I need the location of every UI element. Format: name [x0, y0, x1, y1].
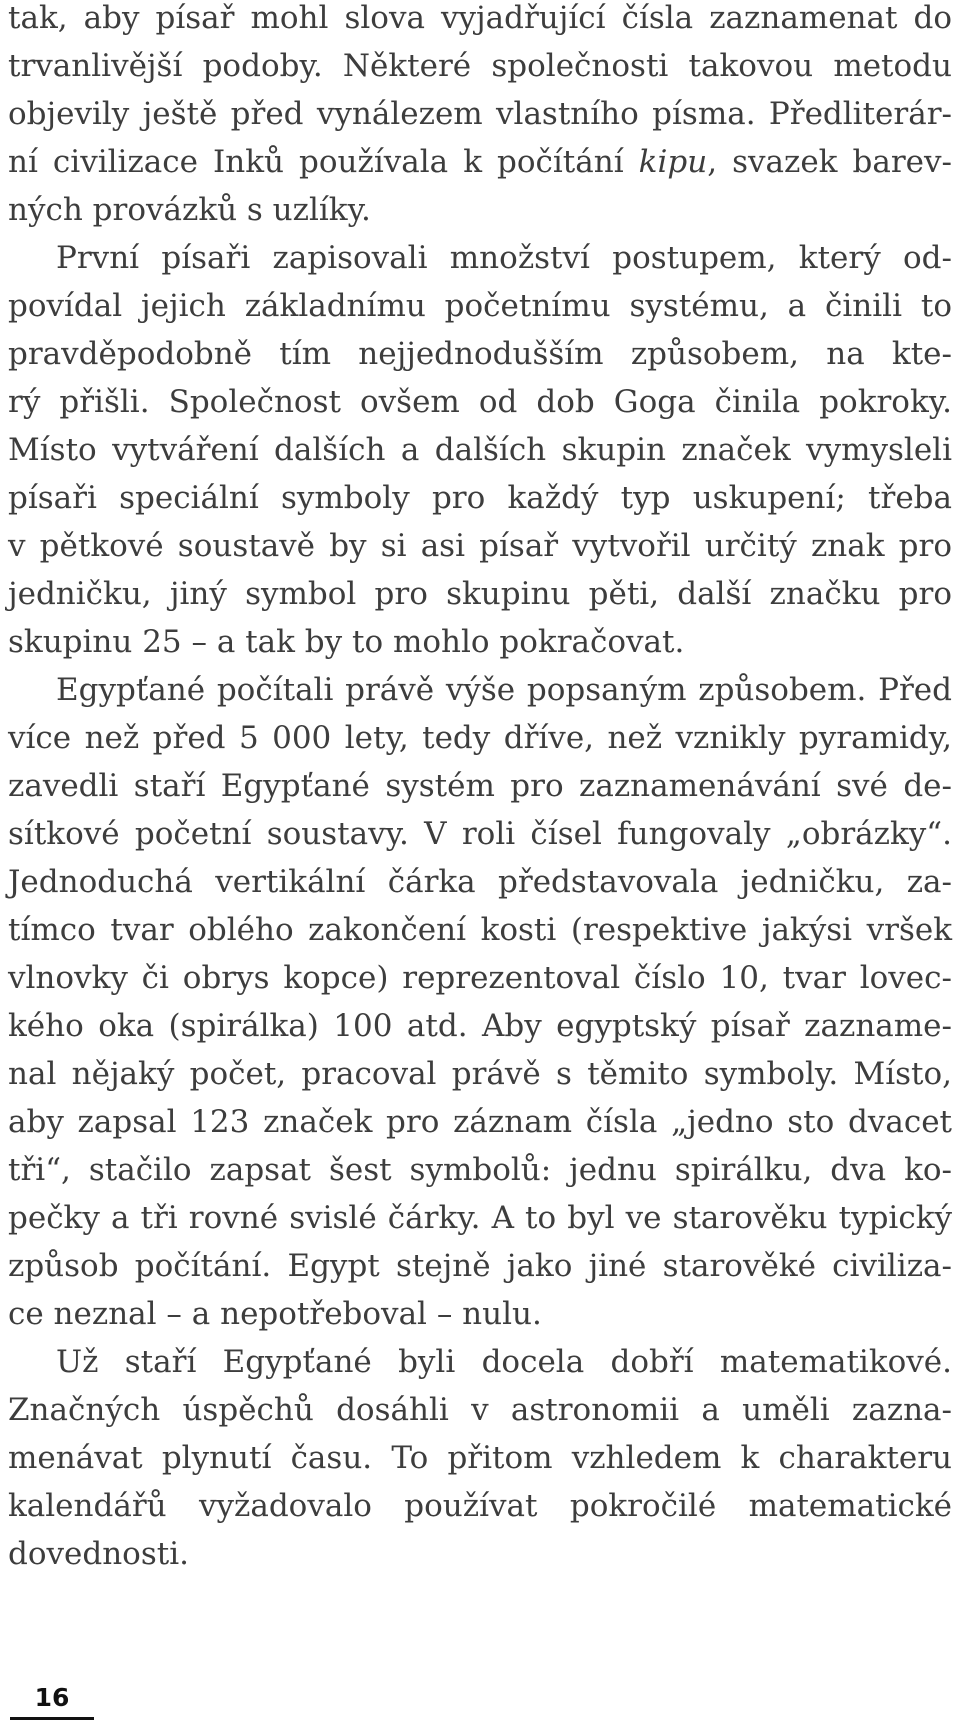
- text-line: První písaři zapisovali množství postupem, který od-: [56, 240, 952, 276]
- text-line: povídal jejich základnímu početnímu systému, a činili to: [8, 288, 952, 324]
- text-line: menávat plynutí času. To přitom vzhledem k charakteru: [8, 1440, 952, 1476]
- text-line: kého oka (spirálka) 100 atd. Aby egyptský písař zazname-: [8, 1008, 952, 1044]
- text-line: Jednoduchá vertikální čárka představovala jedničku, za-: [8, 864, 952, 900]
- text-line: způsob počítání. Egypt stejně jako jiné starověké civiliza-: [8, 1248, 952, 1284]
- text-line: více než před 5 000 lety, tedy dříve, než vznikly pyramidy,: [8, 720, 952, 756]
- text-line: Místo vytváření dalších a dalších skupin značek vymysleli: [8, 432, 952, 468]
- text-line: vlnovky či obrys kopce) reprezentoval číslo 10, tvar lovec-: [8, 960, 952, 996]
- text-line: Egypťané počítali právě výše popsaným způsobem. Před: [56, 672, 952, 708]
- text-line: dovednosti.: [8, 1536, 189, 1572]
- text-line: tímco tvar oblého zakončení kosti (respektive jakýsi vršek: [8, 912, 952, 948]
- text-line: Už staří Egypťané byli docela dobří matematikové.: [56, 1344, 952, 1380]
- page-footer: [10, 1683, 94, 1720]
- text-line: ce neznal – a nepotřeboval – nulu.: [8, 1296, 542, 1332]
- text-line: Značných úspěchů dosáhli v astronomii a uměli zazna-: [8, 1392, 952, 1428]
- text-line: ných provázků s uzlíky.: [8, 192, 371, 228]
- text-line: trvanlivější podoby. Některé společnosti takovou metodu: [8, 48, 952, 84]
- footer-rule: [10, 1717, 94, 1720]
- italic-term: kipu: [638, 144, 708, 180]
- text-line: kalendářů vyžadovalo používat pokročilé matematické: [8, 1488, 952, 1524]
- body-text: [8, 0, 952, 1578]
- text-line: skupinu 25 – a tak by to mohlo pokračovat.: [8, 624, 685, 660]
- page-number: 16: [34, 1683, 70, 1712]
- text-line: tak, aby písař mohl slova vyjadřující čísla zaznamenat do: [8, 0, 952, 36]
- text-line: sítkové početní soustavy. V roli čísel fungovaly „obrázky“.: [8, 816, 952, 852]
- text-line: rý přišli. Společnost ovšem od dob Goga činila pokroky.: [8, 384, 952, 420]
- text-line: jedničku, jiný symbol pro skupinu pěti, další značku pro: [8, 576, 952, 612]
- text-line: v pětkové soustavě by si asi písař vytvořil určitý znak pro: [8, 528, 952, 564]
- text-line: nal nějaký počet, pracoval právě s těmito symboly. Místo,: [8, 1056, 952, 1092]
- text-line: tři“, stačilo zapsat šest symbolů: jednu spirálku, dva ko-: [8, 1152, 952, 1188]
- text-line: písaři speciální symboly pro každý typ uskupení; třeba: [8, 480, 952, 516]
- text-line: ní civilizace Inků používala k počítání kipu, svazek barev-: [8, 144, 952, 180]
- text-line: aby zapsal 123 značek pro záznam čísla „jedno sto dvacet: [8, 1104, 952, 1140]
- text-line: pravděpodobně tím nejjednodušším způsobem, na kte-: [8, 336, 952, 372]
- text-line: objevily ještě před vynálezem vlastního písma. Předliterár-: [8, 96, 952, 132]
- text-line: pečky a tři rovné svislé čárky. A to byl ve starověku typický: [8, 1200, 952, 1236]
- text-line: zavedli staří Egypťané systém pro zaznamenávání své de-: [8, 768, 952, 804]
- page-body: [8, 0, 952, 1578]
